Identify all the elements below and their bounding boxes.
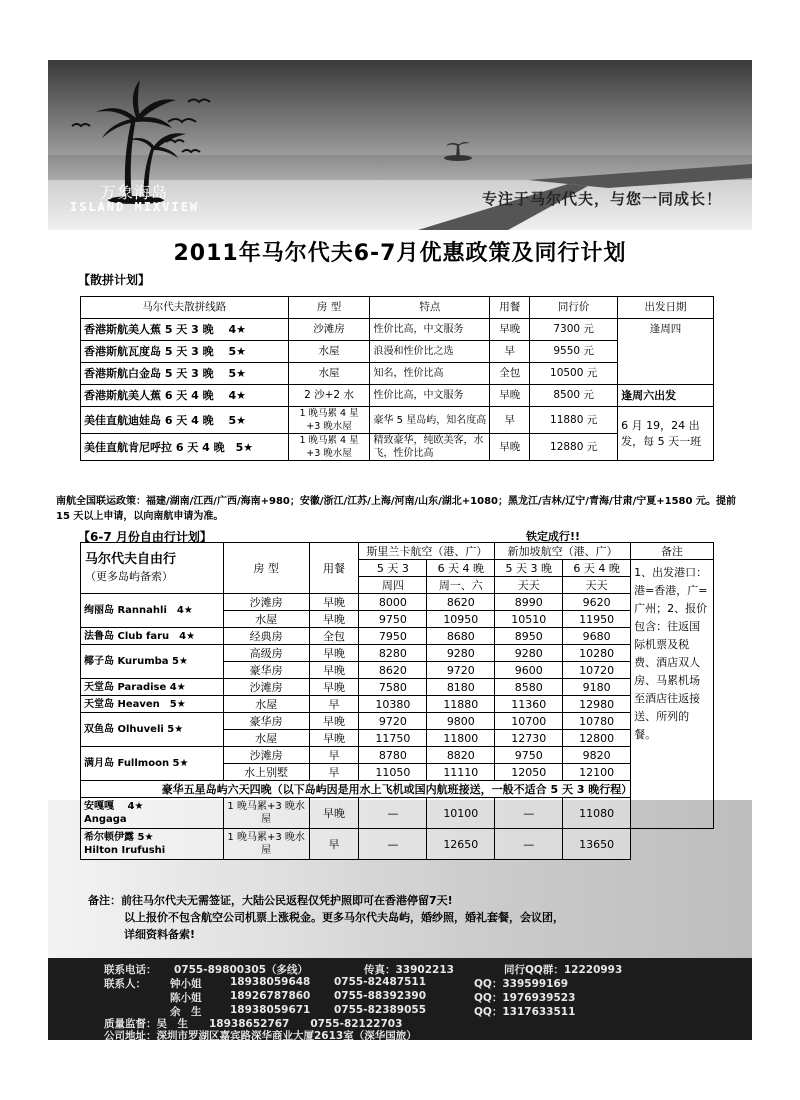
sub-header: 周四 bbox=[359, 577, 427, 594]
departure-cell: 6 月 19，24 出发，每 5 天一班 bbox=[618, 407, 714, 461]
slogan: 专注于马尔代夫，与您一同成长！ bbox=[481, 190, 722, 208]
room-cell: 水屋 bbox=[223, 696, 309, 713]
sub-header: 5 天 3 bbox=[359, 560, 427, 577]
room-cell: 1 晚马累 4 星 +3 晚水屋 bbox=[288, 434, 370, 461]
page-title: 2011年马尔代夫6-7月优惠政策及同行计划 bbox=[173, 241, 627, 266]
corner-subtitle: （更多岛屿备索） bbox=[85, 570, 173, 583]
price-cell: 10510 bbox=[495, 611, 563, 628]
header-price: 同行价 bbox=[530, 297, 618, 319]
meal-cell: 早晚 bbox=[490, 434, 530, 461]
remark-line: 备注：前往马尔代夫无需签证，大陆公民返程仅凭护照即可在香港停留7天! bbox=[88, 894, 453, 907]
fax-number: 传真：33902213 bbox=[364, 964, 454, 976]
feature-cell: 浪漫和性价比之选 bbox=[370, 341, 490, 363]
price-cell: 9620 bbox=[563, 594, 631, 611]
logo-chinese: 万象海岛 bbox=[100, 183, 169, 202]
room-cell: 沙滩房 bbox=[223, 747, 309, 764]
meal-cell: 早晚 bbox=[309, 679, 359, 696]
price-cell: 10100 bbox=[427, 798, 495, 829]
price-cell: 11080 bbox=[563, 798, 631, 829]
table-row bbox=[81, 319, 714, 341]
price-cell: 11880 元 bbox=[530, 407, 618, 434]
table-row bbox=[81, 713, 714, 730]
room-cell: 高级房 bbox=[223, 645, 309, 662]
island-cell bbox=[81, 829, 224, 860]
table-header-row bbox=[81, 297, 714, 319]
header-route: 马尔代夫散拼线路 bbox=[81, 297, 289, 319]
free-travel-table bbox=[80, 542, 714, 860]
room-cell: 沙滩房 bbox=[223, 679, 309, 696]
room-cell: 水屋 bbox=[288, 363, 370, 385]
island-cell bbox=[81, 798, 224, 829]
price-cell: 9820 bbox=[563, 747, 631, 764]
table-row bbox=[81, 645, 714, 662]
feature-cell: 豪华 5 星岛屿，知名度高 bbox=[370, 407, 490, 434]
route-cell: 美佳直航肯尼呼拉 6 天 4 晚 5★ bbox=[81, 434, 289, 461]
meal-cell: 早 bbox=[309, 764, 359, 781]
price-cell: 9720 bbox=[359, 713, 427, 730]
meal-cell: 早晚 bbox=[490, 319, 530, 341]
meal-cell: 早晚 bbox=[309, 611, 359, 628]
remarks bbox=[88, 892, 564, 943]
phone-number: 0755-89800305（多线） bbox=[174, 964, 309, 976]
price-cell: 12730 bbox=[495, 730, 563, 747]
sub-header: 天天 bbox=[563, 577, 631, 594]
meal-cell: 全包 bbox=[490, 363, 530, 385]
room-cell: 豪华房 bbox=[223, 713, 309, 730]
header-departure: 出发日期 bbox=[618, 297, 714, 319]
price-cell: 11800 bbox=[427, 730, 495, 747]
price-cell: 8990 bbox=[495, 594, 563, 611]
price-cell: 12980 bbox=[563, 696, 631, 713]
contact-qq: QQ：1317633511 bbox=[474, 1006, 576, 1018]
room-cell: 水屋 bbox=[223, 611, 309, 628]
island-name-en: Hilton Irufushi bbox=[84, 845, 166, 856]
price-cell: 10500 元 bbox=[530, 363, 618, 385]
room-cell: 1 晚马累 4 星 +3 晚水屋 bbox=[288, 407, 370, 434]
table-header-row bbox=[81, 543, 714, 560]
meal-cell: 早晚 bbox=[309, 645, 359, 662]
price-cell: 9720 bbox=[427, 662, 495, 679]
corner-header bbox=[81, 543, 224, 594]
corner-title: 马尔代夫自由行 bbox=[85, 552, 177, 567]
room-cell: 水屋 bbox=[223, 730, 309, 747]
header-room: 房 型 bbox=[288, 297, 370, 319]
header-airline-singapore: 新加坡航空（港、广） bbox=[495, 543, 631, 560]
route-cell: 香港斯航瓦度岛 5 天 3 晚 5★ bbox=[81, 341, 289, 363]
price-cell: 8820 bbox=[427, 747, 495, 764]
meal-cell: 早晚 bbox=[309, 594, 359, 611]
price-cell: 11110 bbox=[427, 764, 495, 781]
route-cell: 香港斯航美人蕉 5 天 3 晚 4★ bbox=[81, 319, 289, 341]
price-cell: 12880 元 bbox=[530, 434, 618, 461]
price-cell: 10780 bbox=[563, 713, 631, 730]
price-cell: 9550 元 bbox=[530, 341, 618, 363]
feature-cell: 精致豪华，纯欧美客，水飞，性价比高 bbox=[370, 434, 490, 461]
meal-cell: 早晚 bbox=[309, 713, 359, 730]
meal-cell: 早 bbox=[490, 407, 530, 434]
price-cell: 7950 bbox=[359, 628, 427, 645]
contact-name: 余 生 bbox=[170, 1006, 202, 1018]
contact-tel: 0755-82487511 bbox=[334, 976, 427, 988]
contact-mobile: 18938059671 bbox=[230, 1004, 311, 1016]
price-cell: — bbox=[495, 798, 563, 829]
meal-cell: 早晚 bbox=[309, 730, 359, 747]
price-cell: 10380 bbox=[359, 696, 427, 713]
price-cell: 9800 bbox=[427, 713, 495, 730]
island-cell: 绚丽岛 Rannahli 4★ bbox=[81, 594, 224, 628]
contact-label: 联系人： bbox=[104, 978, 146, 990]
banner bbox=[48, 60, 752, 230]
header-feature: 特点 bbox=[370, 297, 490, 319]
remark-line: 详细资料备索! bbox=[124, 928, 196, 941]
room-cell: 水屋 bbox=[288, 341, 370, 363]
feature-cell: 性价比高，中文服务 bbox=[370, 385, 490, 407]
price-cell: 11360 bbox=[495, 696, 563, 713]
table-row bbox=[81, 385, 714, 407]
meal-cell: 全包 bbox=[309, 628, 359, 645]
contact-footer bbox=[48, 958, 752, 1040]
price-cell: 12050 bbox=[495, 764, 563, 781]
section-label-group-tour: 【散拼计划】 bbox=[78, 273, 151, 287]
header-airline-srilankan: 斯里兰卡航空（港、广） bbox=[359, 543, 495, 560]
price-cell: 8680 bbox=[427, 628, 495, 645]
price-cell: 12650 bbox=[427, 829, 495, 860]
header-meal: 用餐 bbox=[490, 297, 530, 319]
price-cell: 8620 bbox=[359, 662, 427, 679]
phone-label: 联系电话： bbox=[104, 964, 157, 976]
table-row bbox=[81, 829, 714, 860]
island-name-cn: 希尔顿伊露 5★ bbox=[84, 832, 154, 843]
price-cell: 8280 bbox=[359, 645, 427, 662]
island-cell: 天堂岛 Paradise 4★ bbox=[81, 679, 224, 696]
price-cell: 11050 bbox=[359, 764, 427, 781]
contact-tel: 0755-82389055 bbox=[334, 1004, 427, 1016]
table-row bbox=[81, 679, 714, 696]
price-cell: 9280 bbox=[427, 645, 495, 662]
meal-cell: 早 bbox=[490, 341, 530, 363]
guaranteed-departure-text: 铁定成行!! bbox=[526, 530, 581, 543]
room-cell: 豪华房 bbox=[223, 662, 309, 679]
price-cell: 8620 bbox=[427, 594, 495, 611]
price-cell: 8950 bbox=[495, 628, 563, 645]
table-row bbox=[81, 747, 714, 764]
price-cell: 8580 bbox=[495, 679, 563, 696]
feature-cell: 性价比高，中文服务 bbox=[370, 319, 490, 341]
header-room: 房 型 bbox=[223, 543, 309, 594]
price-cell: 10950 bbox=[427, 611, 495, 628]
header-meal: 用餐 bbox=[309, 543, 359, 594]
company-address: 公司地址：深圳市罗湖区嘉宾路深华商业大厦2613室（深华国旅） bbox=[104, 1030, 417, 1040]
table-row bbox=[81, 594, 714, 611]
price-cell: 11880 bbox=[427, 696, 495, 713]
contact-qq: QQ：1976939523 bbox=[474, 992, 576, 1004]
sub-header: 6 天 4 晚 bbox=[427, 560, 495, 577]
price-cell: 11950 bbox=[563, 611, 631, 628]
price-cell: 9180 bbox=[563, 679, 631, 696]
table-row bbox=[81, 798, 714, 829]
price-cell: 9750 bbox=[495, 747, 563, 764]
price-cell: — bbox=[359, 829, 427, 860]
sub-header: 天天 bbox=[495, 577, 563, 594]
price-cell: 13650 bbox=[563, 829, 631, 860]
room-cell: 沙滩房 bbox=[288, 319, 370, 341]
meal-cell: 早 bbox=[309, 747, 359, 764]
departure-cell: 逢周四 bbox=[618, 319, 714, 385]
contact-name: 钟小姐 bbox=[170, 978, 202, 990]
price-cell: 8780 bbox=[359, 747, 427, 764]
route-cell: 香港斯航美人蕉 6 天 4 晚 4★ bbox=[81, 385, 289, 407]
logo-english: ISLAND MIXVIEW bbox=[70, 200, 200, 214]
route-cell: 香港斯航白金岛 5 天 3 晚 5★ bbox=[81, 363, 289, 385]
room-cell: 经典房 bbox=[223, 628, 309, 645]
sub-header: 5 天 3 晚 bbox=[495, 560, 563, 577]
room-cell: 水上别墅 bbox=[223, 764, 309, 781]
note-cell: 1、出发港口：港=香港，广=广州；2、报价包含：往返国际机票及税费、酒店双人房、马累机场至酒店往返接送、所列的餐。 bbox=[631, 560, 714, 829]
contact-name: 陈小姐 bbox=[170, 992, 202, 1004]
table-row bbox=[81, 696, 714, 713]
price-cell: 9600 bbox=[495, 662, 563, 679]
room-cell: 2 沙+2 水 bbox=[288, 385, 370, 407]
contact-mobile: 18926787860 bbox=[230, 990, 311, 1002]
departure-cell: 逢周六出发 bbox=[618, 385, 714, 407]
price-cell: 10700 bbox=[495, 713, 563, 730]
room-cell: 沙滩房 bbox=[223, 594, 309, 611]
island-name-en: Angaga bbox=[84, 814, 127, 825]
flyer-page bbox=[48, 60, 752, 1040]
sub-header: 周一、六 bbox=[427, 577, 495, 594]
price-cell: 10720 bbox=[563, 662, 631, 679]
flight-policy-text: 南航全国联运政策：福建/湖南/江西/广西/海南+980；安徽/浙江/江苏/上海/河南/山东/湖北+1080；黑龙江/吉林/辽宁/青海/甘肃/宁夏+1580 元。提前 15 天以上申请，以向南航申请为准。 bbox=[56, 496, 736, 522]
contact-tel: 0755-88392390 bbox=[334, 990, 427, 1002]
meal-cell: 早 bbox=[309, 696, 359, 713]
price-cell: 8180 bbox=[427, 679, 495, 696]
price-cell: 8500 元 bbox=[530, 385, 618, 407]
room-cell: 1 晚马累+3 晚水屋 bbox=[223, 829, 309, 860]
table-row bbox=[81, 628, 714, 645]
feature-cell: 知名，性价比高 bbox=[370, 363, 490, 385]
price-cell: 9680 bbox=[563, 628, 631, 645]
meal-cell: 早 bbox=[309, 829, 359, 860]
price-cell: 11750 bbox=[359, 730, 427, 747]
meal-cell: 早晚 bbox=[309, 798, 359, 829]
island-cell: 椰子岛 Kurumba 5★ bbox=[81, 645, 224, 679]
route-cell: 美佳直航迪娃岛 6 天 4 晚 5★ bbox=[81, 407, 289, 434]
table-row bbox=[81, 407, 714, 434]
header-note: 备注 bbox=[631, 543, 714, 560]
price-cell: 8000 bbox=[359, 594, 427, 611]
price-cell: 12100 bbox=[563, 764, 631, 781]
price-cell: — bbox=[359, 798, 427, 829]
contact-qq: QQ：339599169 bbox=[474, 978, 569, 990]
island-cell: 双鱼岛 Olhuveli 5★ bbox=[81, 713, 224, 747]
room-cell: 1 晚马累+3 晚水屋 bbox=[223, 798, 309, 829]
qq-group: 同行QQ群：12220993 bbox=[504, 964, 623, 976]
price-cell: 7580 bbox=[359, 679, 427, 696]
price-cell: 7300 元 bbox=[530, 319, 618, 341]
price-cell: 9750 bbox=[359, 611, 427, 628]
contact-mobile: 18938059648 bbox=[230, 976, 311, 988]
meal-cell: 早晚 bbox=[309, 662, 359, 679]
luxury-header-row bbox=[81, 781, 714, 798]
remark-line: 以上报价不包含航空公司机票上涨税金。更多马尔代夫岛屿，婚纱照，婚礼套餐，会议团， bbox=[124, 911, 564, 924]
quality-supervision: 质量监督：吴 生 18938652767 0755-82122703 bbox=[104, 1018, 403, 1030]
price-cell: 9280 bbox=[495, 645, 563, 662]
island-cell: 法鲁岛 Club faru 4★ bbox=[81, 628, 224, 645]
group-tour-table bbox=[80, 296, 714, 461]
island-name-cn: 安嘎嘎 4★ bbox=[84, 801, 144, 812]
island-cell: 天堂岛 Heaven 5★ bbox=[81, 696, 224, 713]
section-label-free-travel: 【6-7 月份自由行计划】 bbox=[78, 530, 212, 544]
meal-cell: 早晚 bbox=[490, 385, 530, 407]
island-cell: 满月岛 Fullmoon 5★ bbox=[81, 747, 224, 781]
luxury-header: 豪华五星岛屿六天四晚（以下岛屿因是用水上飞机或国内航班接送，一般不适合 5 天 3 晚行程） bbox=[81, 781, 714, 798]
sub-header: 6 天 4 晚 bbox=[563, 560, 631, 577]
price-cell: 10280 bbox=[563, 645, 631, 662]
price-cell: 12800 bbox=[563, 730, 631, 747]
price-cell: — bbox=[495, 829, 563, 860]
